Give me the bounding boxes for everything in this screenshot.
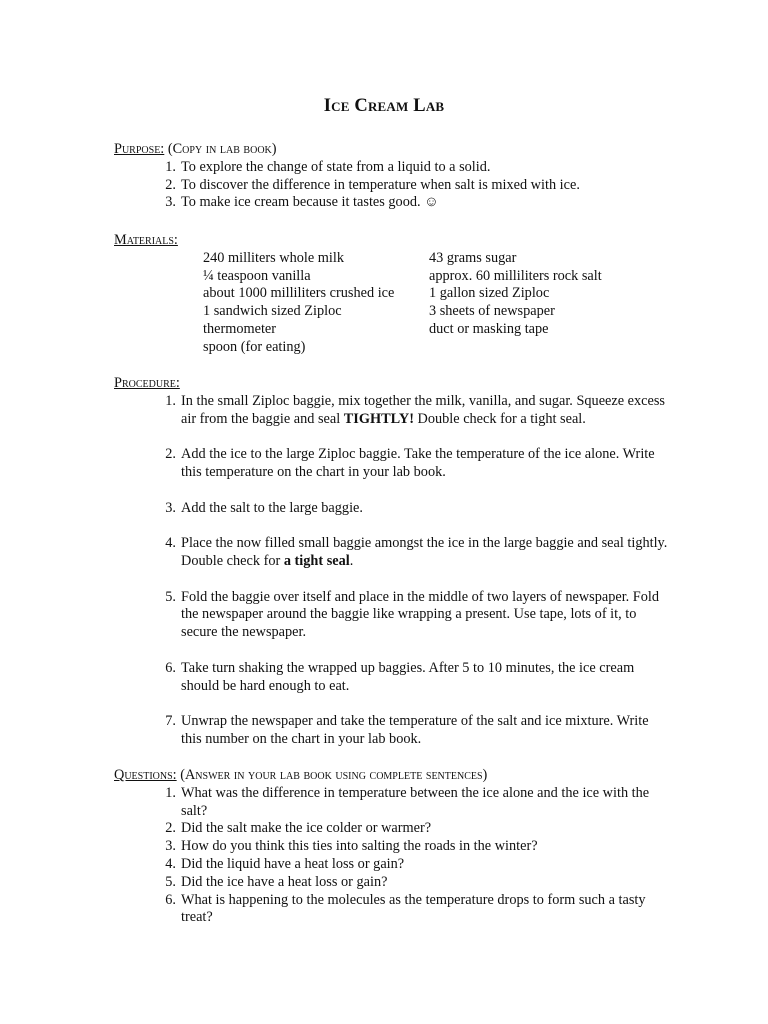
purpose-label: Purpose: xyxy=(114,141,165,157)
purpose-item: 3. To make ice cream because it tastes good. ☺ xyxy=(165,194,439,211)
purpose-item: 1. To explore the change of state from a liquid to a solid. xyxy=(165,158,491,175)
material-item: duct or masking tape xyxy=(429,320,549,337)
material-item: 3 sheets of newspaper xyxy=(429,303,555,320)
procedure-step: 4. Place the now filled small baggie amongst the ice in the large baggie and seal tightly. Double check for a tight seal. xyxy=(165,535,668,569)
questions-section xyxy=(114,767,674,927)
materials-left-column xyxy=(203,250,423,357)
purpose-list xyxy=(114,159,674,212)
materials-grid xyxy=(114,250,674,358)
purpose-heading xyxy=(114,141,674,159)
material-item: 240 milliters whole milk xyxy=(203,249,344,266)
procedure-heading xyxy=(114,375,674,393)
procedure-step: 1. In the small Ziploc baggie, mix together the milk, vanilla, and sugar. Squeeze excess air from the baggie and seal TIGHTLY! Double check for a tight seal. xyxy=(165,392,665,427)
procedure-section xyxy=(114,375,674,749)
procedure-step: 3. Add the salt to the large baggie. xyxy=(165,499,363,516)
materials-label: Materials: xyxy=(114,232,178,248)
questions-heading xyxy=(114,767,674,785)
question-item: 1. What was the difference in temperature between the ice alone and the ice with the salt? xyxy=(165,784,650,819)
questions-list xyxy=(114,785,674,927)
purpose-section xyxy=(114,141,674,212)
materials-section xyxy=(114,232,674,358)
material-item: 43 grams sugar xyxy=(429,249,517,266)
material-item: thermometer xyxy=(203,320,277,337)
procedure-step: 5. Fold the baggie over itself and place in the middle of two layers of newspaper. Fold the newspaper around the baggie like wrapping a present. Use tape, lots of it, to secure the newspaper. xyxy=(165,588,660,641)
material-item: about 1000 milliliters crushed ice xyxy=(203,285,395,302)
material-item: 1 sandwich sized Ziploc xyxy=(203,303,342,320)
question-item: 5. Did the ice have a heat loss or gain? xyxy=(165,873,388,890)
question-item: 6. What is happening to the molecules as the temperature drops to form such a tasty treat? xyxy=(165,891,646,926)
materials-heading xyxy=(114,232,674,250)
procedure-step: 7. Unwrap the newspaper and take the temperature of the salt and ice mixture. Write this number on the chart in your lab book. xyxy=(165,713,649,747)
questions-note: (Answer in your lab book using complete sentences) xyxy=(180,767,488,783)
material-item: 1 gallon sized Ziploc xyxy=(429,285,550,302)
question-item: 2. Did the salt make the ice colder or warmer? xyxy=(165,820,432,837)
procedure-list xyxy=(114,393,674,749)
purpose-note: (Copy in lab book) xyxy=(167,141,277,157)
material-item: ¼ teaspoon vanilla xyxy=(203,267,311,284)
material-item: spoon (for eating) xyxy=(203,338,306,355)
procedure-label: Procedure: xyxy=(114,375,180,391)
procedure-step: 6. Take turn shaking the wrapped up baggies. After 5 to 10 minutes, the ice cream should be hard enough to eat. xyxy=(165,659,635,694)
purpose-item: 2. To discover the difference in temperature when salt is mixed with ice. xyxy=(165,176,580,193)
page-title: Ice Cream Lab xyxy=(323,96,445,116)
question-item: 3. How do you think this ties into salting the roads in the winter? xyxy=(165,838,538,855)
questions-label: Questions: xyxy=(114,767,177,783)
question-item: 4. Did the liquid have a heat loss or gain? xyxy=(165,855,405,872)
procedure-step: 2. Add the ice to the large Ziploc baggie. Take the temperature of the ice alone. Write this temperature on the chart in your lab book. xyxy=(165,446,655,480)
materials-right-column xyxy=(429,250,669,339)
material-item: approx. 60 milliliters rock salt xyxy=(429,267,602,284)
